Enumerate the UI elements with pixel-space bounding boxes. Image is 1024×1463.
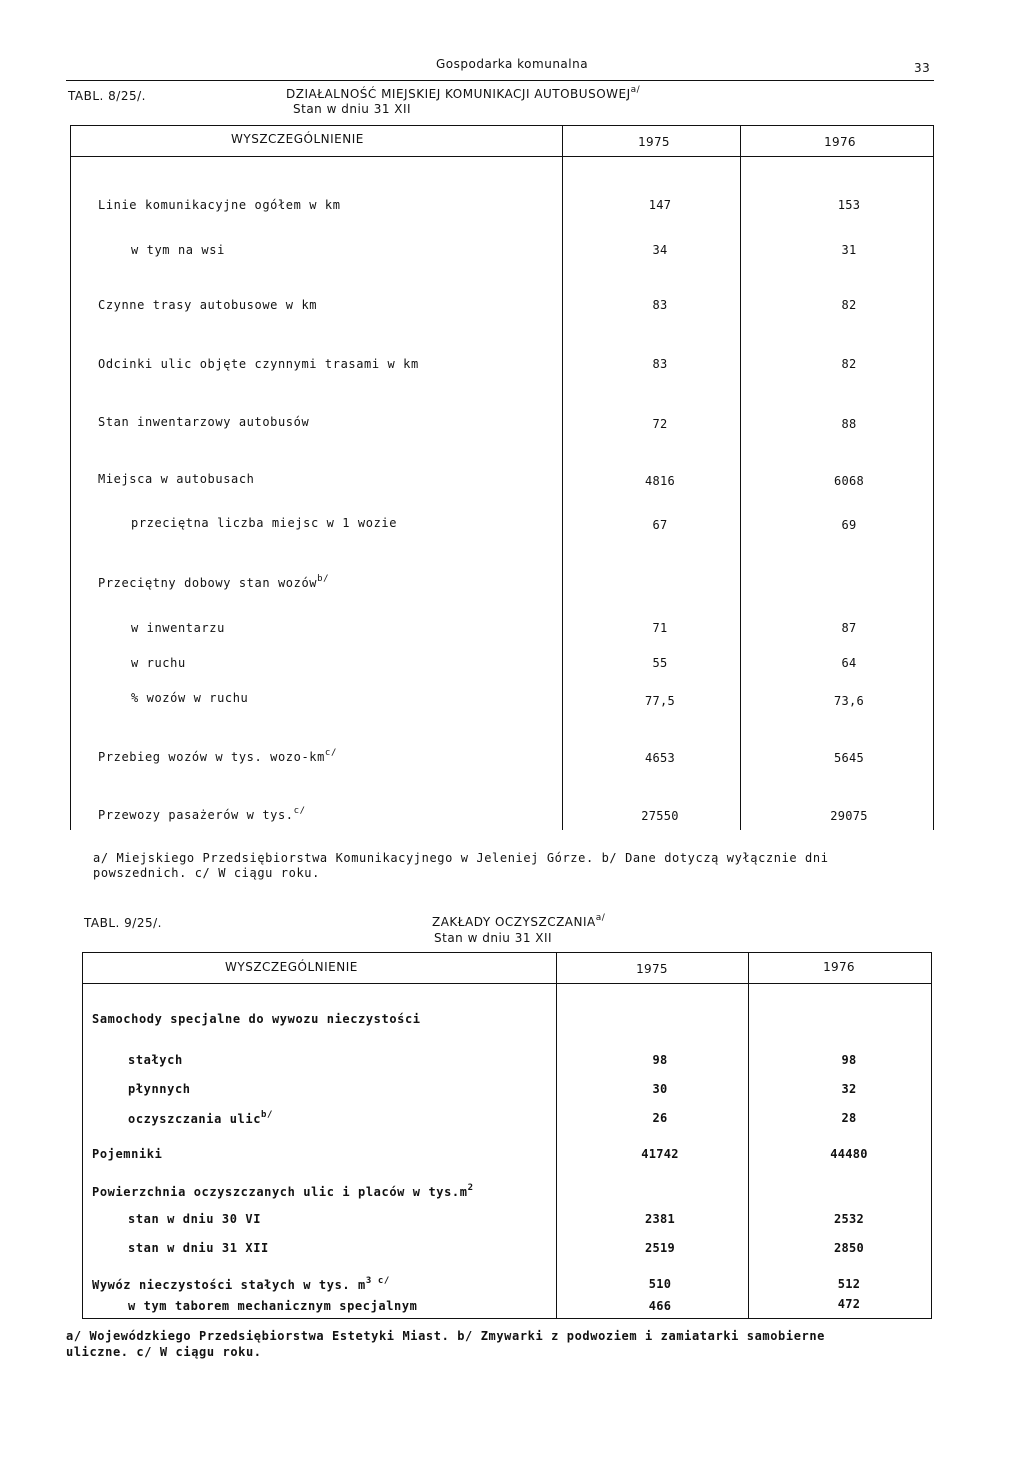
table2-row-value-1976: 2850 xyxy=(833,1241,865,1255)
table2-bottom-border xyxy=(82,1318,932,1319)
table2-row-value-1976: 2532 xyxy=(833,1212,865,1226)
table1-row-value-1976: 88 xyxy=(841,417,857,431)
table1-row-label xyxy=(98,574,329,590)
table1-row-label: Odcinki ulic objęte czynnymi trasami w km xyxy=(98,357,419,371)
table1-right-border xyxy=(933,125,934,830)
table1-row-value-1975: 4816 xyxy=(644,474,676,488)
table2-col-divider-1 xyxy=(556,952,557,1318)
table2-row-label-text: Wywóz nieczystości stałych w tys. m xyxy=(92,1278,366,1292)
table1-footnote-line-1: a/ Miejskiego Przedsiębiorstwa Komunikacyjnego w Jeleniej Górze. b/ Dane dotyczą wyłącznie dni xyxy=(93,851,829,865)
table2-row-label xyxy=(128,1110,273,1126)
table1-title xyxy=(286,85,640,101)
table2-row-value-1975: 98 xyxy=(652,1053,668,1067)
table1-row-label: w inwentarzu xyxy=(131,621,225,635)
table1-row-value-1975: 72 xyxy=(652,417,668,431)
table2-number: TABL. 9/25/. xyxy=(84,916,162,930)
table1-row-note: b/ xyxy=(317,574,330,584)
table2-row-label: Pojemniki xyxy=(92,1147,163,1161)
table2-row-label xyxy=(92,1183,474,1199)
table1-row-value-1975: 55 xyxy=(652,656,668,670)
table1-row-label: % wozów w ruchu xyxy=(131,691,249,705)
table2-row-label: Samochody specjalne do wywozu nieczystości xyxy=(92,1012,421,1026)
table2-row-label: stan w dniu 31 XII xyxy=(128,1241,269,1255)
table1-row-value-1976: 6068 xyxy=(833,474,865,488)
table2-row-value-1976: 32 xyxy=(841,1082,857,1096)
table2-right-border xyxy=(931,952,932,1318)
table1-row-value-1976: 69 xyxy=(841,518,857,532)
table2-row-label: w tym taborem mechanicznym specjalnym xyxy=(128,1299,418,1313)
table2-row-value-1975: 466 xyxy=(648,1299,672,1313)
table2-top-border xyxy=(82,952,932,953)
page-number: 33 xyxy=(914,61,931,75)
table2-row-label: stan w dniu 30 VI xyxy=(128,1212,262,1226)
table1-row-value-1975: 77,5 xyxy=(644,694,676,708)
table2-row-value-1975: 2381 xyxy=(644,1212,676,1226)
table2-title-note: a/ xyxy=(595,913,606,923)
table2-subtitle: Stan w dniu 31 XII xyxy=(434,931,553,945)
table1-row-label: Linie komunikacyjne ogółem w km xyxy=(98,198,341,212)
table2-row-value-1976: 98 xyxy=(841,1053,857,1067)
table2-col-divider-2 xyxy=(748,952,749,1318)
table1-row-value-1976: 82 xyxy=(841,298,857,312)
table2-left-border xyxy=(82,952,83,1318)
table1-row-value-1976: 87 xyxy=(841,621,857,635)
table1-row-label: Stan inwentarzowy autobusów xyxy=(98,415,310,429)
table2-row-label: płynnych xyxy=(128,1082,191,1096)
table2-title xyxy=(432,913,605,929)
table1-row-label: Czynne trasy autobusowe w km xyxy=(98,298,318,312)
table1-left-border xyxy=(70,125,71,830)
table1-number: TABL. 8/25/. xyxy=(68,89,146,103)
table1-row-value-1976: 153 xyxy=(837,198,861,212)
table1-row-value-1975: 27550 xyxy=(641,809,679,823)
table1-row-value-1976: 82 xyxy=(841,357,857,371)
table2-row-value-1975: 30 xyxy=(652,1082,668,1096)
table1-row-value-1976: 5645 xyxy=(833,751,865,765)
table2-row-note: 3 c/ xyxy=(365,1276,390,1286)
table1-row-label: w tym na wsi xyxy=(131,243,225,257)
table2-row-label-text: Powierzchnia oczyszczanych ulic i placów w tys.m xyxy=(92,1185,468,1199)
table1-row-value-1975: 71 xyxy=(652,621,668,635)
table2-row-value-1976: 44480 xyxy=(830,1147,868,1161)
table1-subtitle: Stan w dniu 31 XII xyxy=(293,102,412,116)
table1-row-value-1976: 29075 xyxy=(830,809,868,823)
table2-row-value-1975: 510 xyxy=(648,1277,672,1291)
table1-row-label-text: Przewozy pasażerów w tys. xyxy=(98,808,294,822)
table2-row-label xyxy=(92,1276,390,1292)
table1-footnote-line-2: powszednich. c/ W ciągu roku. xyxy=(93,866,320,880)
table1-row-note: c/ xyxy=(293,806,306,816)
table1-title-note: a/ xyxy=(630,85,641,95)
table1-row-value-1976: 73,6 xyxy=(833,694,865,708)
table2-row-value-1976: 512 xyxy=(837,1277,861,1291)
table1-row-value-1975: 4653 xyxy=(644,751,676,765)
table2-row-note: 2 xyxy=(467,1183,474,1193)
table1-col-header-1975: 1975 xyxy=(638,135,670,149)
table1-col-header-desc: WYSZCZEGÓLNIENIE xyxy=(231,132,364,146)
table1-row-note: c/ xyxy=(324,748,337,758)
running-title: Gospodarka komunalna xyxy=(436,57,589,71)
table1-col-header-1976: 1976 xyxy=(824,135,856,149)
table2-footnote-line-2: uliczne. c/ W ciągu roku. xyxy=(66,1345,262,1359)
table1-row-value-1975: 83 xyxy=(652,298,668,312)
table2-row-value-1976: 28 xyxy=(841,1111,857,1125)
table1-row-label xyxy=(98,748,337,764)
table1-row-value-1976: 64 xyxy=(841,656,857,670)
table1-row-label xyxy=(98,806,306,822)
table2-row-note: b/ xyxy=(261,1110,274,1120)
table1-row-label-text: Przeciętny dobowy stan wozów xyxy=(98,576,318,590)
table1-header-rule xyxy=(70,156,934,157)
table1-title-text: DZIAŁALNOŚĆ MIEJSKIEJ KOMUNIKACJI AUTOBUSOWEJ xyxy=(286,87,631,101)
table2-col-header-desc: WYSZCZEGÓLNIENIE xyxy=(225,960,358,974)
table2-row-value-1975: 26 xyxy=(652,1111,668,1125)
table1-row-label: przeciętna liczba miejsc w 1 wozie xyxy=(131,516,398,530)
table2-row-value-1975: 2519 xyxy=(644,1241,676,1255)
table2-header-rule xyxy=(82,983,932,984)
table1-row-label: Miejsca w autobusach xyxy=(98,472,255,486)
table2-footnote-line-1: a/ Wojewódzkiego Przedsiębiorstwa Estetyki Miast. b/ Zmywarki z podwoziem i zamiatarki samobierne xyxy=(66,1329,825,1343)
table2-col-header-1976: 1976 xyxy=(823,960,855,974)
table1-row-value-1975: 67 xyxy=(652,518,668,532)
table2-row-label-text: oczyszczania ulic xyxy=(128,1112,262,1126)
table1-row-value-1976: 31 xyxy=(841,243,857,257)
table1-row-label: w ruchu xyxy=(131,656,186,670)
table2-row-value-1976: 472 xyxy=(837,1297,861,1311)
table2-title-text: ZAKŁADY OCZYSZCZANIA xyxy=(432,915,596,929)
header-rule xyxy=(66,80,934,81)
table1-col-divider-2 xyxy=(740,125,741,830)
table1-row-label-text: Przebieg wozów w tys. wozo-km xyxy=(98,750,325,764)
table2-row-label: stałych xyxy=(128,1053,183,1067)
table1-row-value-1975: 147 xyxy=(648,198,672,212)
table1-col-divider-1 xyxy=(562,125,563,830)
table1-row-value-1975: 34 xyxy=(652,243,668,257)
table1-top-border xyxy=(70,125,934,126)
table2-row-value-1975: 41742 xyxy=(641,1147,679,1161)
table2-col-header-1975: 1975 xyxy=(636,962,668,976)
table1-row-value-1975: 83 xyxy=(652,357,668,371)
